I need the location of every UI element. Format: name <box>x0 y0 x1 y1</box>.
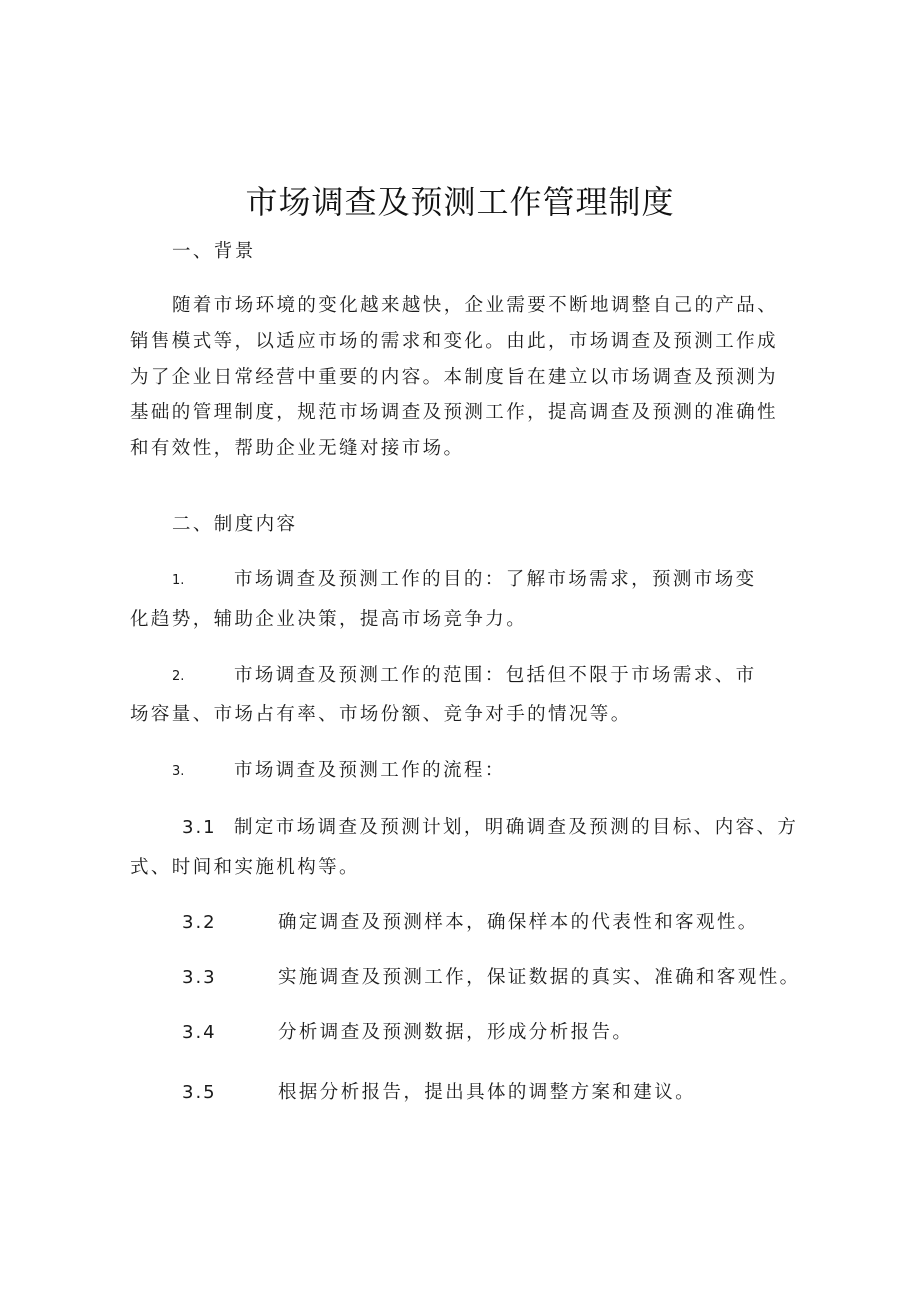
background-paragraph: 随着市场环境的变化越来越快，企业需要不断地调整自己的产品、销售模式等，以适应市场的需求和变化。由此，市场调查及预测工作成为了企业日常经营中重要的内容。本制度旨在建立以市场调查及预测为基础的管理制度，规范市场调查及预测工作，提高调查及预测的准确性和有效性，帮助企业无缝对接市场。 <box>130 295 779 460</box>
item-text-line: 场容量、市场占有率、市场份额、竞争对手的情况等。 <box>130 704 632 725</box>
item-number: 2. <box>172 669 185 684</box>
item-text-line: 市场调查及预测工作的流程： <box>234 760 506 781</box>
subitem-text: 确定调查及预测样本，确保样本的代表性和客观性。 <box>278 912 759 933</box>
subitem-text: 分析调查及预测数据，形成分析报告。 <box>278 1022 634 1043</box>
subitem-text: 根据分析报告，提出具体的调整方案和建议。 <box>278 1082 697 1103</box>
subitem-text: 实施调查及预测工作，保证数据的真实、准确和客观性。 <box>278 967 801 988</box>
subitem-number: 3.1 <box>182 817 217 838</box>
subitem-text-line: 式、时间和实施机构等。 <box>130 857 360 878</box>
item-number: 1. <box>172 573 185 588</box>
item-text-line: 市场调查及预测工作的范围：包括但不限于市场需求、市 <box>234 665 757 686</box>
subitem-number: 3.2 <box>182 912 217 933</box>
subitem-number: 3.5 <box>182 1082 217 1103</box>
item-number: 3. <box>172 764 185 779</box>
subitem-number: 3.4 <box>182 1022 217 1043</box>
section-heading-background: 一、背景 <box>172 241 256 262</box>
subitem-text-line: 制定市场调查及预测计划，明确调查及预测的目标、内容、方 <box>234 817 799 838</box>
section-heading-content: 二、制度内容 <box>172 514 298 535</box>
subitem-number: 3.3 <box>182 967 217 988</box>
item-text-line: 化趋势，辅助企业决策，提高市场竞争力。 <box>130 609 528 630</box>
item-text-line: 市场调查及预测工作的目的：了解市场需求，预测市场变 <box>234 569 757 590</box>
document-title: 市场调查及预测工作管理制度 <box>245 183 675 221</box>
